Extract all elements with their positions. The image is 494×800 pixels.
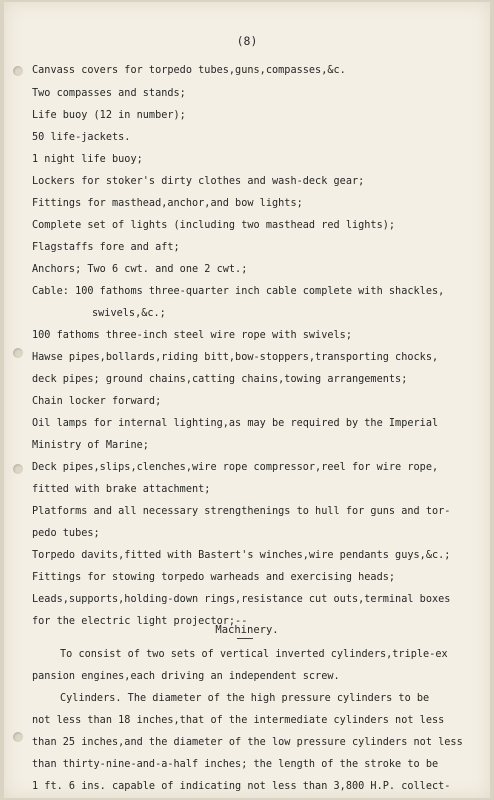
list-item-continuation: deck pipes; ground chains,catting chains,towing arrangements; xyxy=(32,374,408,385)
paragraph-line: than 25 inches,and the diameter of the low pressure cylinders not less xyxy=(32,737,463,748)
list-item: Platforms and all necessary strengthenings to hull for guns and tor- xyxy=(32,506,451,517)
binding-hole xyxy=(13,348,23,358)
paragraph-line: pansion engines,each driving an independent screw. xyxy=(32,671,340,682)
paragraph-line: To consist of two sets of vertical inverted cylinders,triple-ex xyxy=(60,649,448,660)
list-item: Two compasses and stands; xyxy=(32,88,186,99)
paragraph-line: than thirty-nine-and-a-half inches; the length of the stroke to be xyxy=(32,759,439,770)
paragraph-line: 1 ft. 6 ins. capable of indicating not less than 3,800 H.P. collect- xyxy=(32,781,451,792)
list-item-continuation: fitted with brake attachment; xyxy=(32,484,211,495)
list-item-continuation: Ministry of Marine; xyxy=(32,440,149,451)
list-item: Life buoy (12 in number); xyxy=(32,110,186,121)
binding-hole xyxy=(13,66,23,76)
list-item: Anchors; Two 6 cwt. and one 2 cwt.; xyxy=(32,264,248,275)
list-item: 100 fathoms three-inch steel wire rope with swivels; xyxy=(32,330,352,341)
list-item-continuation: swivels,&c.; xyxy=(92,308,166,319)
list-item: Deck pipes,slips,clenches,wire rope compressor,reel for wire rope, xyxy=(32,462,439,473)
paragraph-line: not less than 18 inches,that of the intermediate cylinders not less xyxy=(32,715,445,726)
list-item: Torpedo davits,fitted with Bastert's winches,wire pendants guys,&c.; xyxy=(32,550,451,561)
paragraph-line: Cylinders. The diameter of the high pressure cylinders to be xyxy=(60,693,430,704)
list-item: Chain locker forward; xyxy=(32,396,162,407)
list-item: Flagstaffs fore and aft; xyxy=(32,242,180,253)
binding-hole xyxy=(13,732,23,742)
list-item: Fittings for masthead,anchor,and bow lights; xyxy=(32,198,303,209)
list-item: Leads,supports,holding-down rings,resistance cut outs,terminal boxes xyxy=(32,594,451,605)
binding-hole xyxy=(13,464,23,474)
list-item-continuation: for the electric light projector;-- xyxy=(32,616,248,627)
list-item: 50 life-jackets. xyxy=(32,132,131,143)
document-page xyxy=(4,2,490,798)
list-item: Lockers for stoker's dirty clothes and wash-deck gear; xyxy=(32,176,365,187)
page-number: (8) xyxy=(236,34,258,48)
list-item: Canvass covers for torpedo tubes,guns,compasses,&c. xyxy=(32,65,346,76)
list-item: Oil lamps for internal lighting,as may be required by the Imperial xyxy=(32,418,439,429)
list-item: 1 night life buoy; xyxy=(32,154,143,165)
section-heading: Machinery. xyxy=(215,624,279,636)
list-item: Fittings for stowing torpedo warheads and exercising heads; xyxy=(32,572,396,583)
heading-underline xyxy=(237,638,253,639)
list-item: Hawse pipes,bollards,riding bitt,bow-stoppers,transporting chocks, xyxy=(32,352,439,363)
list-item: Complete set of lights (including two masthead red lights); xyxy=(32,220,396,231)
list-item-continuation: pedo tubes; xyxy=(32,528,100,539)
list-item: Cable: 100 fathoms three-quarter inch cable complete with shackles, xyxy=(32,286,445,297)
